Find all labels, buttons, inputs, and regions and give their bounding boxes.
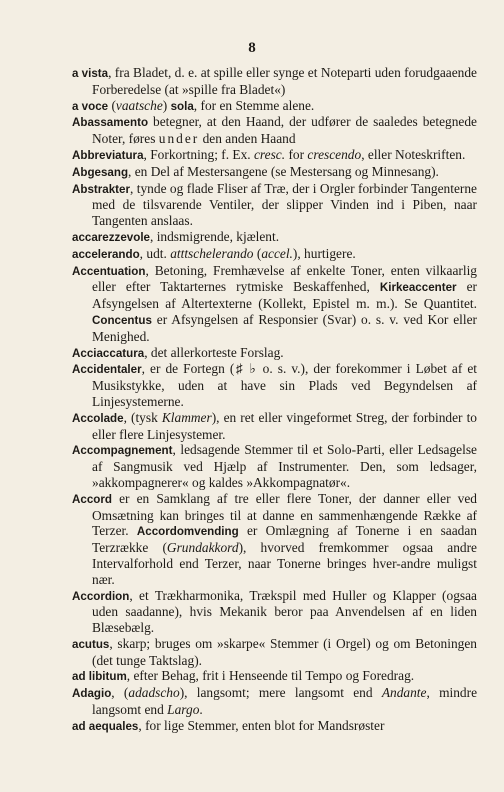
entry-text: (	[108, 97, 116, 113]
entry-headword: Adagio	[72, 687, 112, 701]
entry-text: Largo	[167, 702, 200, 718]
entry-text: adadscho	[128, 685, 180, 701]
entry-text: , en Del af Mestersangene (se Mestersang og Minnesang).	[128, 163, 439, 179]
dictionary-entries	[72, 65, 477, 735]
dictionary-entry	[72, 345, 477, 362]
entry-headword: ad libitum	[72, 670, 127, 684]
entry-text: for	[285, 146, 308, 162]
entry-headword: accelerando	[72, 247, 140, 261]
dictionary-entry	[72, 246, 477, 263]
entry-headword: a vista	[72, 67, 109, 80]
entry-text: ), hvorved fremkommer ogsaa andre Intervalforhold end Terzer, naar Tonerne bringes hver-andre muligst nær.	[92, 540, 477, 587]
entry-text: , er de Fortegn (♯ ♭ o. s. v.), der forekommer i Løbet af et Musikstykke, uden at have sin Plads ved Begyndelsen af Linjesystemerne.	[92, 361, 477, 409]
dictionary-entry	[72, 588, 477, 636]
entry-text: , det allerkorteste Forslag.	[144, 344, 284, 360]
entry-text: , et Trækharmonika, Trækspil med Huller og Klapper (ogsaa uden saadanne), hvis Mekanik beror paa Anvendelsen af en liden Blæsebælg.	[92, 587, 477, 636]
entry-text: , for en Stemme alene.	[193, 97, 315, 113]
entry-headword: Concentus	[92, 313, 152, 327]
entry-text: ), hurtigere.	[292, 245, 356, 261]
entry-headword: Abassamento	[72, 116, 149, 130]
entry-text: betegner, at den Haand, der udfører de saaledes betegnede Noter, føres	[92, 114, 477, 147]
entry-text: den anden Haand	[199, 131, 296, 147]
entry-text: , Forkortning; f. Ex.	[143, 146, 254, 162]
entry-text: atttschelerando	[170, 245, 254, 261]
dictionary-entry	[72, 229, 477, 246]
page-number: 8	[248, 40, 256, 56]
entry-headword: Accentuation	[72, 264, 146, 278]
dictionary-entry	[72, 685, 477, 718]
entry-text: , ledsagende Stemmer til et Solo-Parti, eller Ledsagelse af Sangmusik ved Hjælp af Instrumenter. Den, som ledsager, »akkompagnerer« og kaldes »Akkompagnatør«.	[92, 442, 477, 490]
entry-headword: Acciaccatura	[72, 346, 145, 360]
entry-headword: Accordion	[72, 589, 130, 603]
dictionary-entry	[72, 114, 477, 147]
entry-headword: Abstrakter	[72, 182, 130, 196]
entry-text: )	[162, 97, 171, 113]
entry-text: vaatsche	[115, 97, 163, 113]
dictionary-entry	[72, 98, 477, 115]
entry-headword: Abgesang	[72, 165, 129, 179]
entry-headword: Accidentaler	[72, 363, 142, 377]
entry-headword: a voce	[72, 99, 109, 113]
entry-text: , tynde og flade Fliser af Træ, der i Orgler forbinder Tangenterne med de tilsvarende Ventiler, der slipper Vinden ind i Piben, naar Tangenten anslaas.	[92, 180, 477, 229]
entry-text: crescendo	[307, 146, 362, 162]
dictionary-entry	[72, 147, 477, 164]
entry-headword: Accordomvending	[136, 525, 239, 539]
entry-text: cresc.	[253, 146, 286, 162]
dictionary-entry	[72, 181, 477, 229]
dictionary-entry	[72, 491, 477, 588]
entry-text: accel.	[261, 245, 293, 261]
entry-headword: Accord	[72, 492, 112, 506]
entry-text: , (	[111, 685, 129, 701]
entry-headword: Accolade	[72, 411, 124, 425]
dictionary-entry	[72, 65, 477, 98]
entry-headword: Accompagnement	[72, 444, 173, 458]
entry-headword: sola	[170, 99, 194, 113]
entry-text: ), en ret eller vingeformet Streg, der forbinder to eller flere Linjesystemer.	[92, 409, 478, 442]
entry-text: Klammer	[161, 409, 212, 425]
entry-text: Grundakkord	[166, 540, 239, 556]
entry-headword: ad aequales	[72, 719, 139, 733]
entry-text: , indsmigrende, kjælent.	[150, 228, 280, 244]
entry-headword: acutus	[72, 637, 110, 651]
dictionary-entry	[72, 636, 477, 669]
dictionary-entry	[72, 361, 477, 409]
entry-text: , Betoning, Fremhævelse af enkelte Toner, enten vilkaarlig eller efter Taktarternes rytmiske Beskaffenhed,	[92, 262, 477, 295]
entry-text: , eller Noteskriften.	[361, 146, 466, 162]
dictionary-entry	[72, 718, 477, 735]
entry-headword: Kirkeaccenter	[379, 281, 457, 295]
entry-text: ), langsomt; mere langsomt end	[179, 685, 382, 701]
dictionary-entry	[72, 263, 477, 345]
entry-text: er Afsyngelsen af Responsier (Svar) o. s. v. ved Kor eller Menighed.	[92, 311, 477, 344]
entry-text: , efter Behag, frit i Henseende til Tempo og Foredrag.	[126, 668, 415, 684]
entry-headword: accarezzevole	[72, 230, 150, 244]
entry-text: Andante	[381, 685, 427, 701]
entry-text: er en Samklang af tre eller flere Toner, der danner eller ved Omsætning kan bringes til at danne en sammenhængende Række af Terzer.	[92, 490, 477, 539]
entry-text: .	[199, 702, 203, 718]
dictionary-entry	[72, 410, 477, 443]
entry-text: , (tysk	[123, 409, 162, 425]
entry-text: under	[158, 131, 200, 147]
entry-text: , fra Bladet, d. e. at spille eller synge et Noteparti uden forudgaaende Forberedelse (at »spille fra Bladet«)	[92, 65, 477, 97]
dictionary-entry	[72, 164, 477, 181]
dictionary-entry	[72, 442, 477, 490]
entry-text: , mindre langsomt end	[92, 685, 478, 718]
entry-text: , udt.	[139, 245, 171, 261]
entry-text: , for lige Stemmer, enten blot for Mandsrøster	[138, 717, 385, 733]
dictionary-entry	[72, 668, 477, 685]
entry-text: , skarp; bruges om »skarpe« Stemmer (i Orgel) og om Betoningen (det tunge Taktslag).	[92, 635, 477, 668]
entry-text: er Omlægning af Tonerne i en saadan Terzrække (	[92, 523, 478, 556]
entry-text: (	[253, 245, 262, 261]
entry-text: er Afsyngelsen af Altertexterne (Kollekt, Epistel m. m.). Se Quantitet.	[92, 279, 477, 312]
entry-headword: Abbreviatura	[72, 148, 144, 162]
